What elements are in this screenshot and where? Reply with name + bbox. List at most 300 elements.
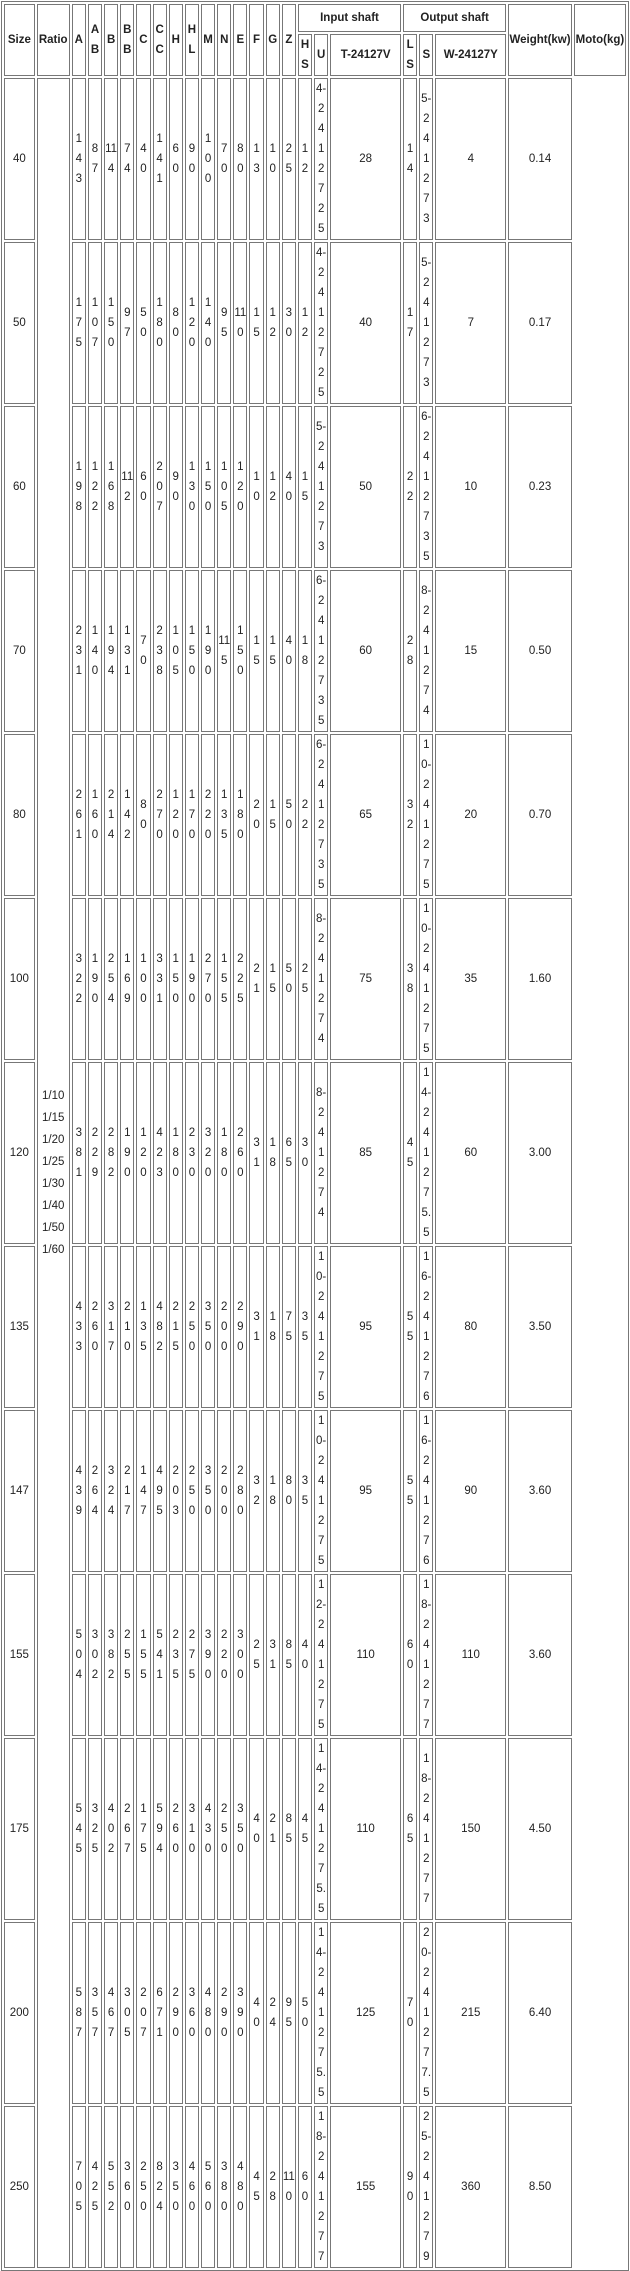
cell-hl: 460	[185, 2106, 199, 2268]
cell-cc: 238	[153, 570, 167, 732]
cell-hl: 120	[185, 242, 199, 404]
cell-b: 467	[104, 1922, 118, 2104]
cell-f: 15	[249, 242, 263, 404]
table-row	[4, 570, 626, 732]
cell-hs: 12	[298, 242, 312, 404]
cell-g: 24	[266, 1922, 280, 2104]
cell-f: 40	[249, 1738, 263, 1920]
cell-f: 45	[249, 2106, 263, 2268]
cell-weight: 6.40	[508, 1922, 572, 2104]
cell-bb: 217	[120, 1410, 134, 1572]
cell-weight: 8.50	[508, 2106, 572, 2268]
cell-hs: 18	[298, 570, 312, 732]
cell-z: 40	[282, 570, 296, 732]
cell-cc: 482	[153, 1246, 167, 1408]
cell-weight: 0.23	[508, 406, 572, 568]
cell-s: 16-241276	[419, 1410, 433, 1572]
cell-g: 12	[266, 406, 280, 568]
cell-size: 200	[4, 1922, 35, 2104]
cell-g: 15	[266, 570, 280, 732]
cell-t24127v: 60	[330, 570, 401, 732]
cell-z: 95	[282, 1922, 296, 2104]
cell-e: 180	[233, 734, 247, 896]
cell-weight: 3.00	[508, 1062, 572, 1244]
cell-f: 32	[249, 1410, 263, 1572]
cell-weight: 0.17	[508, 242, 572, 404]
cell-ab: 264	[88, 1410, 102, 1572]
table-body	[4, 78, 626, 2268]
cell-t24127v: 85	[330, 1062, 401, 1244]
cell-c: 120	[136, 1062, 150, 1244]
cell-c: 135	[136, 1246, 150, 1408]
cell-hl: 230	[185, 1062, 199, 1244]
cell-ab: 325	[88, 1738, 102, 1920]
cell-c: 175	[136, 1738, 150, 1920]
cell-m: 190	[201, 570, 215, 732]
cell-a: 433	[72, 1246, 86, 1408]
cell-hs: 40	[298, 1574, 312, 1736]
cell-ab: 87	[88, 78, 102, 240]
cell-g: 15	[266, 734, 280, 896]
cell-hl: 250	[185, 1246, 199, 1408]
cell-ls: 60	[403, 1574, 417, 1736]
cell-f: 31	[249, 1246, 263, 1408]
cell-t24127v: 75	[330, 898, 401, 1060]
cell-g: 10	[266, 78, 280, 240]
col-m: M	[201, 4, 215, 76]
cell-c: 207	[136, 1922, 150, 2104]
cell-cc: 270	[153, 734, 167, 896]
cell-c: 80	[136, 734, 150, 896]
table-row	[4, 1410, 626, 1572]
col-c: C	[136, 4, 150, 76]
cell-z: 75	[282, 1246, 296, 1408]
table-row	[4, 898, 626, 1060]
cell-n: 250	[217, 1738, 231, 1920]
cell-weight: 0.50	[508, 570, 572, 732]
cell-weight: 3.50	[508, 1246, 572, 1408]
col-n: N	[217, 4, 231, 76]
cell-u: 6-2412735	[314, 570, 328, 732]
cell-s: 20-241277.5	[419, 1922, 433, 2104]
cell-w24127y: 20	[435, 734, 506, 896]
cell-size: 70	[4, 570, 35, 732]
cell-w24127y: 90	[435, 1410, 506, 1572]
cell-a: 231	[72, 570, 86, 732]
table-row	[4, 1062, 626, 1244]
cell-a: 143	[72, 78, 86, 240]
table-row	[4, 406, 626, 568]
cell-n: 155	[217, 898, 231, 1060]
cell-b: 552	[104, 2106, 118, 2268]
cell-hl: 170	[185, 734, 199, 896]
cell-w24127y: 215	[435, 1922, 506, 2104]
cell-e: 290	[233, 1246, 247, 1408]
cell-h: 60	[169, 78, 183, 240]
cell-cc: 594	[153, 1738, 167, 1920]
cell-bb: 255	[120, 1574, 134, 1736]
cell-cc: 541	[153, 1574, 167, 1736]
cell-n: 95	[217, 242, 231, 404]
cell-c: 70	[136, 570, 150, 732]
cell-ls: 55	[403, 1410, 417, 1572]
col-a: A	[72, 4, 86, 76]
cell-ls: 22	[403, 406, 417, 568]
cell-n: 220	[217, 1574, 231, 1736]
cell-u: 12-241275	[314, 1574, 328, 1736]
cell-cc: 671	[153, 1922, 167, 2104]
cell-b: 402	[104, 1738, 118, 1920]
cell-z: 50	[282, 898, 296, 1060]
cell-e: 110	[233, 242, 247, 404]
cell-n: 135	[217, 734, 231, 896]
cell-size: 50	[4, 242, 35, 404]
cell-hs: 30	[298, 1062, 312, 1244]
cell-a: 175	[72, 242, 86, 404]
cell-u: 8-241274	[314, 1062, 328, 1244]
table-row	[4, 78, 626, 240]
col-hs: HS	[298, 34, 312, 76]
cell-t24127v: 125	[330, 1922, 401, 2104]
cell-weight: 0.14	[508, 78, 572, 240]
cell-a: 198	[72, 406, 86, 568]
cell-cc: 207	[153, 406, 167, 568]
cell-h: 350	[169, 2106, 183, 2268]
table-row	[4, 734, 626, 896]
cell-t24127v: 95	[330, 1410, 401, 1572]
cell-hs: 50	[298, 1922, 312, 2104]
cell-c: 40	[136, 78, 150, 240]
cell-n: 70	[217, 78, 231, 240]
cell-z: 65	[282, 1062, 296, 1244]
cell-a: 381	[72, 1062, 86, 1244]
cell-m: 560	[201, 2106, 215, 2268]
cell-h: 105	[169, 570, 183, 732]
cell-ls: 38	[403, 898, 417, 1060]
col-ab: AB	[88, 4, 102, 76]
cell-cc: 495	[153, 1410, 167, 1572]
cell-ls: 28	[403, 570, 417, 732]
cell-weight: 1.60	[508, 898, 572, 1060]
cell-g: 31	[266, 1574, 280, 1736]
cell-size: 80	[4, 734, 35, 896]
col-s: S	[419, 34, 433, 76]
cell-b: 114	[104, 78, 118, 240]
cell-s: 6-2412735	[419, 406, 433, 568]
cell-w24127y: 10	[435, 406, 506, 568]
cell-u: 5-241273	[314, 406, 328, 568]
cell-bb: 112	[120, 406, 134, 568]
table-row	[4, 2106, 626, 2268]
cell-t24127v: 110	[330, 1738, 401, 1920]
cell-bb: 97	[120, 242, 134, 404]
cell-t24127v: 155	[330, 2106, 401, 2268]
cell-z: 85	[282, 1574, 296, 1736]
table-row	[4, 1574, 626, 1736]
cell-s: 5-241273	[419, 242, 433, 404]
col-g: G	[266, 4, 280, 76]
cell-u: 18-241277	[314, 2106, 328, 2268]
cell-hs: 45	[298, 1738, 312, 1920]
cell-z: 110	[282, 2106, 296, 2268]
cell-e: 350	[233, 1738, 247, 1920]
cell-z: 40	[282, 406, 296, 568]
cell-e: 300	[233, 1574, 247, 1736]
cell-u: 10-241275	[314, 1246, 328, 1408]
cell-u: 4-2412725	[314, 242, 328, 404]
cell-b: 382	[104, 1574, 118, 1736]
output-shaft-group: Output shaft	[403, 4, 506, 32]
cell-f: 25	[249, 1574, 263, 1736]
cell-ab: 190	[88, 898, 102, 1060]
cell-s: 25-241279	[419, 2106, 433, 2268]
cell-u: 4-2412725	[314, 78, 328, 240]
table-row	[4, 1922, 626, 2104]
cell-m: 350	[201, 1410, 215, 1572]
cell-hl: 275	[185, 1574, 199, 1736]
col-size: Size	[4, 4, 35, 76]
cell-m: 320	[201, 1062, 215, 1244]
cell-h: 290	[169, 1922, 183, 2104]
cell-cc: 331	[153, 898, 167, 1060]
cell-z: 80	[282, 1410, 296, 1572]
cell-cc: 423	[153, 1062, 167, 1244]
cell-z: 30	[282, 242, 296, 404]
cell-w24127y: 80	[435, 1246, 506, 1408]
cell-s: 10-241275	[419, 898, 433, 1060]
cell-ls: 45	[403, 1062, 417, 1244]
cell-h: 150	[169, 898, 183, 1060]
cell-ab: 229	[88, 1062, 102, 1244]
cell-hs: 60	[298, 2106, 312, 2268]
cell-size: 135	[4, 1246, 35, 1408]
cell-f: 21	[249, 898, 263, 1060]
cell-g: 15	[266, 898, 280, 1060]
cell-w24127y: 360	[435, 2106, 506, 2268]
cell-z: 25	[282, 78, 296, 240]
cell-b: 282	[104, 1062, 118, 1244]
col-weight: Weight(kw)	[508, 4, 572, 76]
cell-s: 5-241273	[419, 78, 433, 240]
cell-u: 14-241275.5	[314, 1738, 328, 1920]
cell-hs: 35	[298, 1410, 312, 1572]
cell-e: 120	[233, 406, 247, 568]
cell-hl: 90	[185, 78, 199, 240]
cell-w24127y: 60	[435, 1062, 506, 1244]
cell-hl: 250	[185, 1410, 199, 1572]
table-row	[4, 1738, 626, 1920]
cell-ab: 302	[88, 1574, 102, 1736]
cell-m: 220	[201, 734, 215, 896]
cell-m: 390	[201, 1574, 215, 1736]
ratio-cell: 1/10 1/15 1/20 1/25 1/30 1/40 1/50 1/60	[37, 78, 70, 2268]
cell-u: 10-241275	[314, 1410, 328, 1572]
cell-g: 18	[266, 1410, 280, 1572]
cell-s: 8-241274	[419, 570, 433, 732]
cell-weight: 3.60	[508, 1410, 572, 1572]
cell-hl: 360	[185, 1922, 199, 2104]
cell-t24127v: 110	[330, 1574, 401, 1736]
cell-w24127y: 110	[435, 1574, 506, 1736]
cell-w24127y: 15	[435, 570, 506, 732]
col-u: U	[314, 34, 328, 76]
table-row	[4, 242, 626, 404]
cell-m: 270	[201, 898, 215, 1060]
cell-c: 60	[136, 406, 150, 568]
cell-ab: 160	[88, 734, 102, 896]
col-motor: Moto(kg)	[574, 4, 626, 76]
cell-bb: 210	[120, 1246, 134, 1408]
cell-ab: 425	[88, 2106, 102, 2268]
cell-size: 120	[4, 1062, 35, 1244]
cell-s: 10-241275	[419, 734, 433, 896]
cell-h: 235	[169, 1574, 183, 1736]
cell-bb: 305	[120, 1922, 134, 2104]
cell-w24127y: 35	[435, 898, 506, 1060]
cell-g: 21	[266, 1738, 280, 1920]
cell-hs: 25	[298, 898, 312, 1060]
cell-cc: 141	[153, 78, 167, 240]
col-bb: BB	[120, 4, 134, 76]
cell-bb: 74	[120, 78, 134, 240]
cell-g: 18	[266, 1246, 280, 1408]
cell-size: 40	[4, 78, 35, 240]
cell-ab: 357	[88, 1922, 102, 2104]
cell-g: 28	[266, 2106, 280, 2268]
cell-f: 10	[249, 406, 263, 568]
cell-h: 90	[169, 406, 183, 568]
cell-ls: 90	[403, 2106, 417, 2268]
cell-hl: 150	[185, 570, 199, 732]
cell-t24127v: 40	[330, 242, 401, 404]
cell-s: 18-241277	[419, 1738, 433, 1920]
cell-a: 439	[72, 1410, 86, 1572]
col-cc: CC	[153, 4, 167, 76]
cell-bb: 131	[120, 570, 134, 732]
cell-size: 100	[4, 898, 35, 1060]
cell-a: 587	[72, 1922, 86, 2104]
cell-weight: 0.70	[508, 734, 572, 896]
cell-hs: 22	[298, 734, 312, 896]
cell-e: 480	[233, 2106, 247, 2268]
cell-h: 215	[169, 1246, 183, 1408]
cell-g: 12	[266, 242, 280, 404]
spec-table	[1, 1, 629, 2271]
cell-f: 20	[249, 734, 263, 896]
cell-c: 100	[136, 898, 150, 1060]
cell-n: 200	[217, 1410, 231, 1572]
cell-g: 18	[266, 1062, 280, 1244]
cell-c: 250	[136, 2106, 150, 2268]
cell-n: 115	[217, 570, 231, 732]
cell-s: 18-241277	[419, 1574, 433, 1736]
cell-bb: 267	[120, 1738, 134, 1920]
cell-ab: 122	[88, 406, 102, 568]
cell-m: 350	[201, 1246, 215, 1408]
cell-n: 105	[217, 406, 231, 568]
cell-a: 705	[72, 2106, 86, 2268]
cell-m: 430	[201, 1738, 215, 1920]
cell-z: 50	[282, 734, 296, 896]
cell-weight: 4.50	[508, 1738, 572, 1920]
cell-hl: 130	[185, 406, 199, 568]
col-ratio: Ratio	[37, 4, 70, 76]
cell-t24127v: 50	[330, 406, 401, 568]
cell-cc: 824	[153, 2106, 167, 2268]
cell-b: 214	[104, 734, 118, 896]
cell-f: 15	[249, 570, 263, 732]
cell-h: 203	[169, 1410, 183, 1572]
cell-ab: 140	[88, 570, 102, 732]
cell-t24127v: 28	[330, 78, 401, 240]
cell-b: 168	[104, 406, 118, 568]
cell-e: 150	[233, 570, 247, 732]
cell-n: 200	[217, 1246, 231, 1408]
cell-b: 324	[104, 1410, 118, 1572]
cell-m: 480	[201, 1922, 215, 2104]
cell-size: 155	[4, 1574, 35, 1736]
cell-ls: 70	[403, 1922, 417, 2104]
col-b: B	[104, 4, 118, 76]
cell-hl: 310	[185, 1738, 199, 1920]
cell-e: 225	[233, 898, 247, 1060]
cell-t24127v: 65	[330, 734, 401, 896]
cell-b: 254	[104, 898, 118, 1060]
cell-s: 16-241276	[419, 1246, 433, 1408]
cell-bb: 142	[120, 734, 134, 896]
cell-s: 14-241275.5	[419, 1062, 433, 1244]
cell-n: 180	[217, 1062, 231, 1244]
input-shaft-group: Input shaft	[298, 4, 401, 32]
cell-ls: 32	[403, 734, 417, 896]
cell-w24127y: 7	[435, 242, 506, 404]
cell-n: 380	[217, 2106, 231, 2268]
cell-e: 80	[233, 78, 247, 240]
cell-w24127y: 4	[435, 78, 506, 240]
cell-b: 150	[104, 242, 118, 404]
cell-a: 545	[72, 1738, 86, 1920]
col-hl: HL	[185, 4, 199, 76]
cell-size: 60	[4, 406, 35, 568]
cell-a: 504	[72, 1574, 86, 1736]
cell-hs: 15	[298, 406, 312, 568]
cell-f: 13	[249, 78, 263, 240]
cell-m: 150	[201, 406, 215, 568]
cell-bb: 360	[120, 2106, 134, 2268]
cell-a: 322	[72, 898, 86, 1060]
cell-a: 261	[72, 734, 86, 896]
cell-ls: 17	[403, 242, 417, 404]
cell-u: 6-2412735	[314, 734, 328, 896]
cell-u: 14-241275.5	[314, 1922, 328, 2104]
cell-size: 175	[4, 1738, 35, 1920]
cell-ab: 107	[88, 242, 102, 404]
col-t24127v: T-24127V	[330, 34, 401, 76]
cell-c: 155	[136, 1574, 150, 1736]
cell-e: 260	[233, 1062, 247, 1244]
cell-m: 140	[201, 242, 215, 404]
cell-cc: 180	[153, 242, 167, 404]
cell-t24127v: 95	[330, 1246, 401, 1408]
col-h: H	[169, 4, 183, 76]
col-z: Z	[282, 4, 296, 76]
cell-u: 8-241274	[314, 898, 328, 1060]
cell-w24127y: 150	[435, 1738, 506, 1920]
cell-ab: 260	[88, 1246, 102, 1408]
cell-hl: 190	[185, 898, 199, 1060]
cell-b: 194	[104, 570, 118, 732]
cell-f: 31	[249, 1062, 263, 1244]
